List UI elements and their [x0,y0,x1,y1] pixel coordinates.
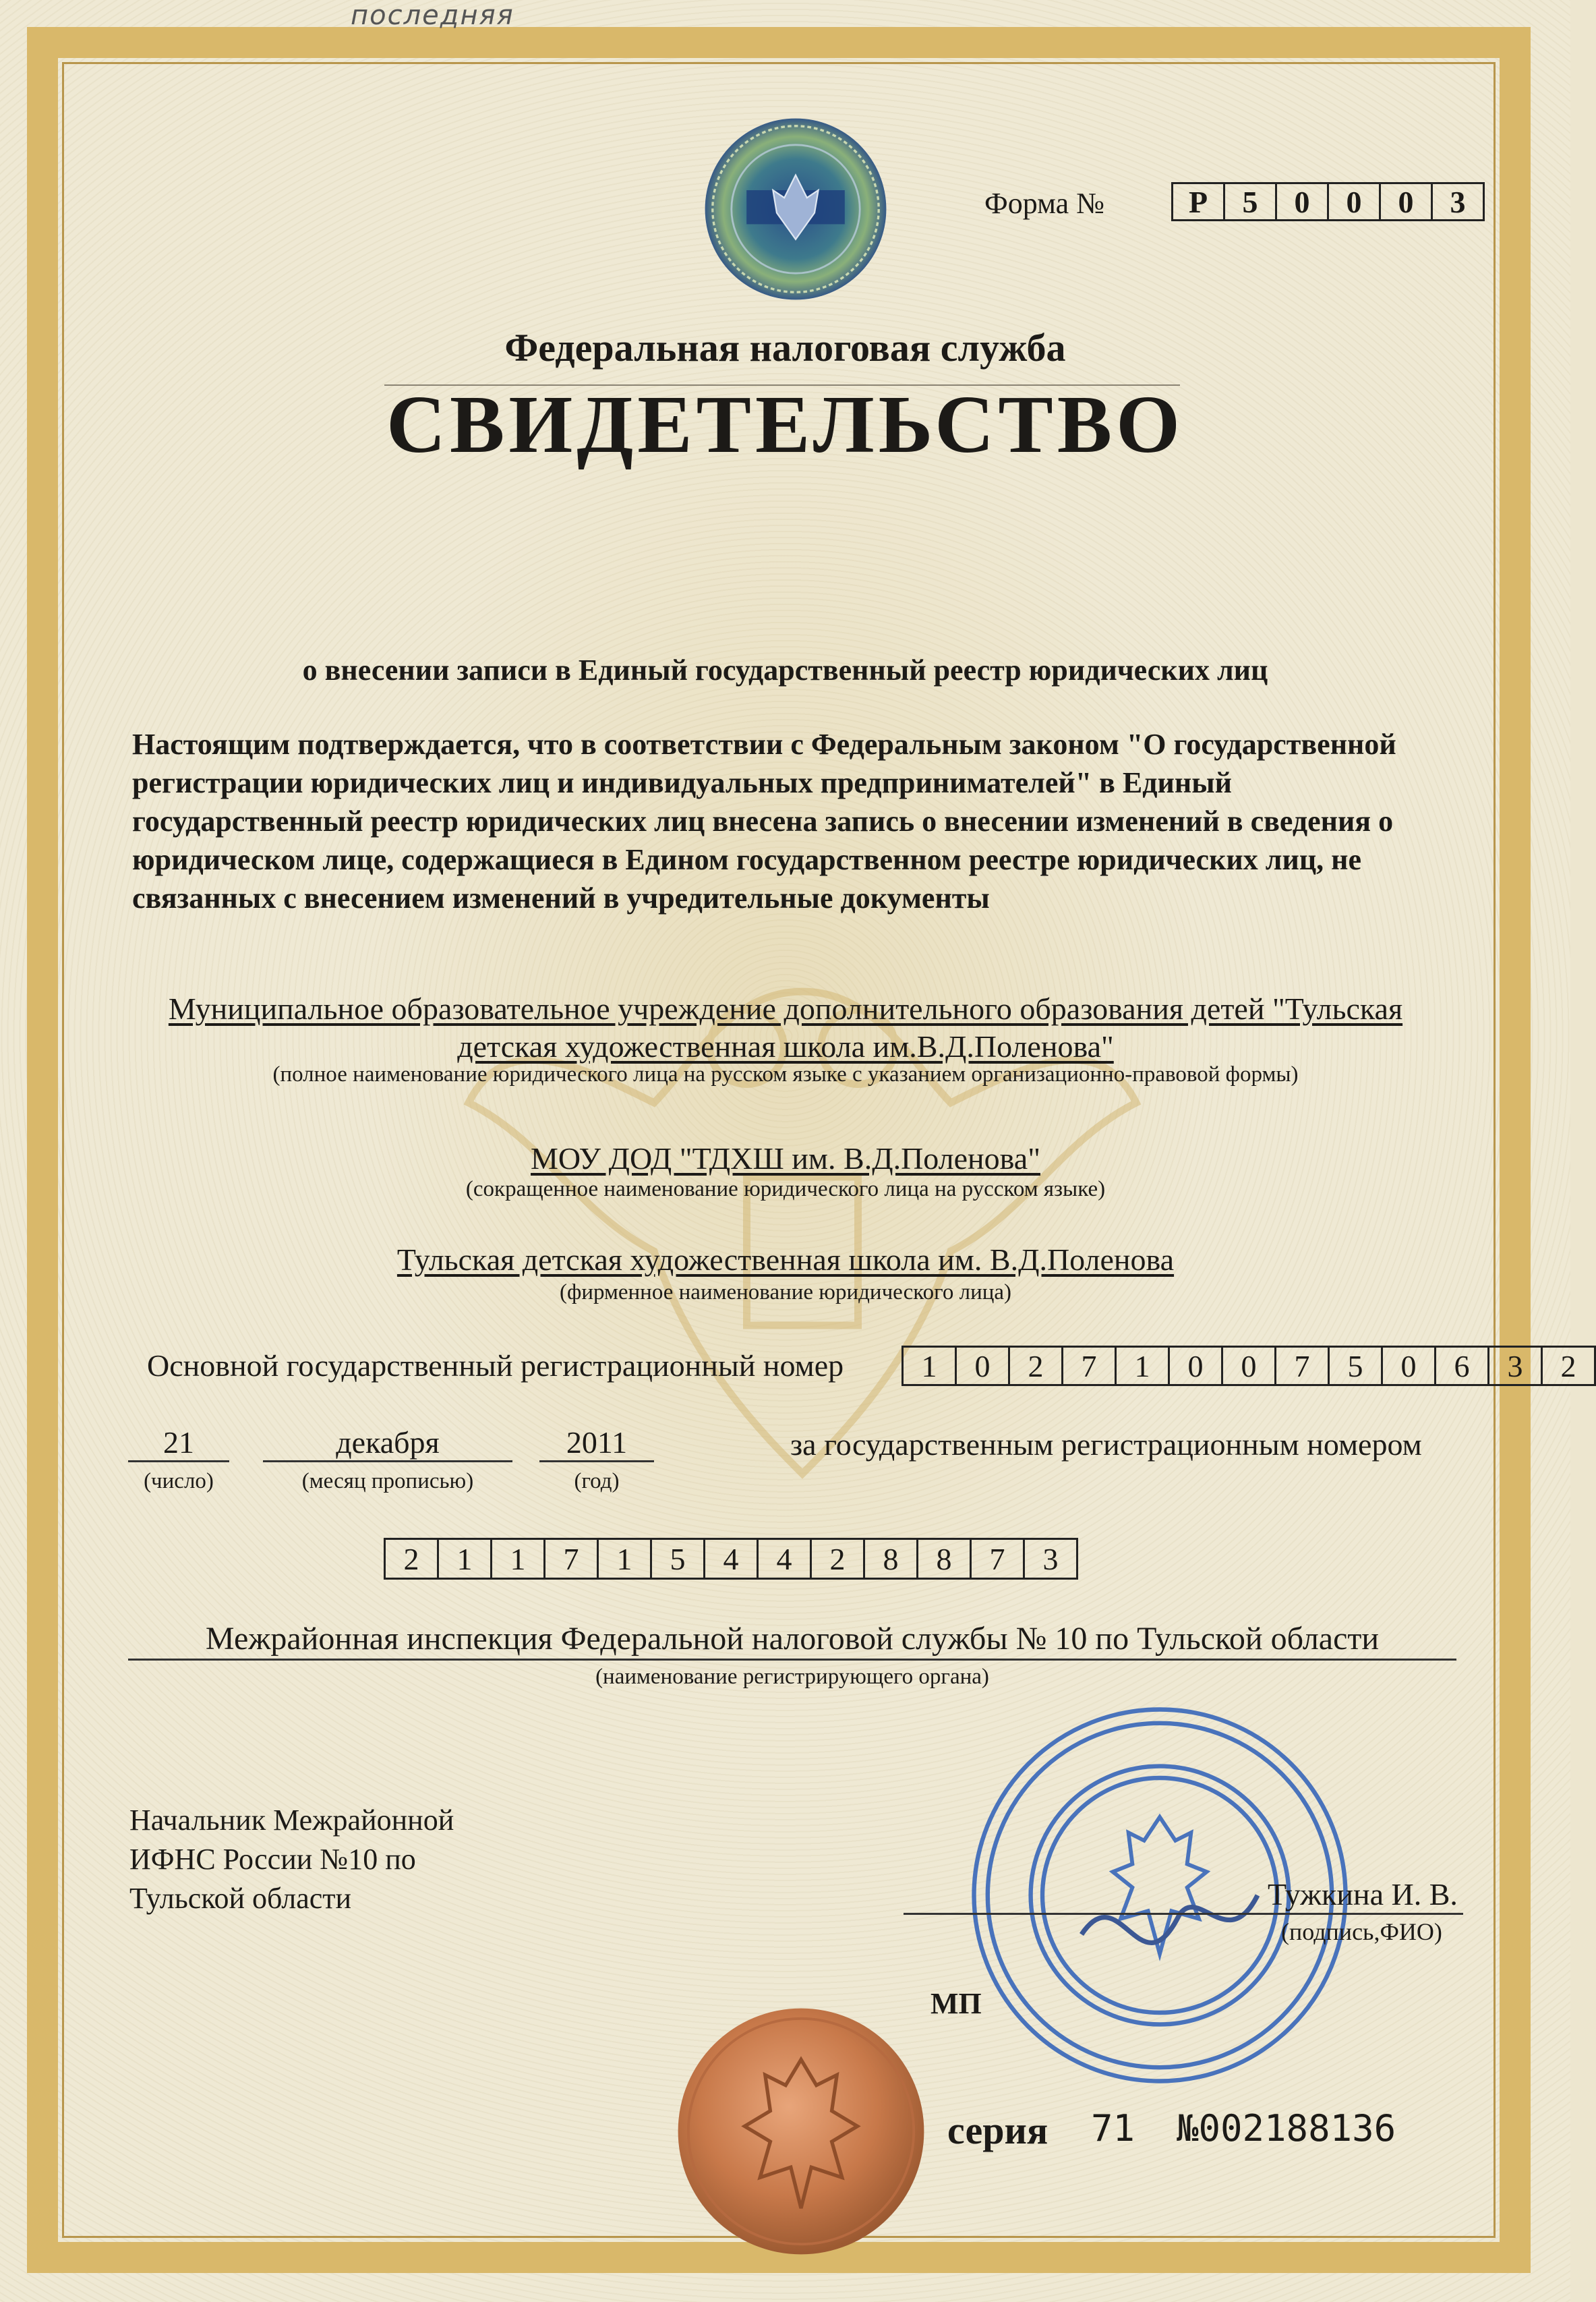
entity-firm-name [101,1241,1470,1279]
certificate-number: №002188136 [1177,2107,1396,2150]
digit-cell: 5 [1328,1346,1383,1386]
agency-name: Федеральная налоговая служба [504,326,1066,370]
digit-cell: 1 [902,1346,957,1386]
digit-cell: 2 [1541,1346,1596,1386]
digit-cell: 7 [1274,1346,1330,1386]
entity-short-name [101,1140,1470,1178]
date-year-caption: (год) [574,1469,620,1493]
series-label: серия [947,2108,1048,2152]
hologram-emblem-icon [701,115,890,304]
form-number-label: Форма № [984,187,1105,220]
grn-label: за государственным регистрационным номером [790,1427,1422,1462]
grn-digits [386,1538,1078,1580]
digit-cell: 7 [543,1538,599,1580]
signatory-position [129,1801,454,1918]
registering-authority: Межрайонная инспекция Федеральной налоговой службы № 10 по Тульской области [128,1620,1456,1661]
seal-place-label: МП [930,1987,982,2020]
digit-cell: 1 [1115,1346,1170,1386]
position-line: Тульской области [129,1882,352,1915]
digit-cell: 7 [1061,1346,1117,1386]
digit-cell: 2 [810,1538,865,1580]
embossed-seal-icon [673,2003,929,2260]
ogrn-digits [904,1346,1596,1386]
signature-line [904,1913,1463,1915]
statement-text: Настоящим подтверждается, что в соответствии с Федеральным законом "О государственной регистрации юридических лиц и индивидуальных предпринимателей" в Единый государственный реестр юридических лиц внесена запись о внесении изменений в сведения о юридическом лице, содержащиеся в Едином государственном реестре юридических лиц, не связанных с внесением изменений в учредительные документы [132,728,1396,915]
digit-cell: 8 [916,1538,972,1580]
full-name-line-2: детская художественная школа им.В.Д.Поленова" [457,1029,1114,1064]
short-name-caption: (сокращенное наименование юридического лица на русском языке) [465,1177,1106,1201]
digit-cell: 1 [437,1538,492,1580]
digit-cell: 0 [1221,1346,1276,1386]
date-month: декабря [263,1425,512,1462]
digit-cell: Р [1171,182,1225,221]
digit-cell: 5 [1223,182,1277,221]
date-day: 21 [128,1425,229,1462]
signatory-name: Тужкина И. В. [1268,1877,1458,1911]
digit-cell: 0 [955,1346,1010,1386]
digit-cell: 0 [1327,182,1381,221]
full-name-caption: (полное наименование юридического лица на русском языке с указанием организационно-правовой формы) [272,1062,1299,1087]
position-line: ИФНС России №10 по [129,1843,416,1876]
digit-cell: 2 [384,1538,439,1580]
document-subtitle: о внесении записи в Единый государственный реестр юридических лиц [302,654,1268,687]
digit-cell: 6 [1434,1346,1489,1386]
digit-cell: 1 [490,1538,545,1580]
digit-cell: 8 [863,1538,918,1580]
digit-cell: 4 [703,1538,759,1580]
digit-cell: 4 [757,1538,812,1580]
date-day-caption: (число) [144,1469,214,1493]
full-name-line-1: Муниципальное образовательное учреждение дополнительного образования детей "Тульская [168,991,1403,1026]
digit-cell: 0 [1379,182,1433,221]
digit-cell: 1 [597,1538,652,1580]
date-month-caption: (месяц прописью) [301,1469,474,1493]
form-number-digits [1173,182,1485,221]
firm-name-caption: (фирменное наименование юридического лица) [559,1280,1012,1304]
digit-cell: 2 [1008,1346,1063,1386]
firm-name-text: Тульская детская художественная школа им. В.Д.Поленова [396,1242,1175,1277]
digit-cell: 3 [1487,1346,1543,1386]
digit-cell: 7 [970,1538,1025,1580]
position-line: Начальник Межрайонной [129,1804,454,1837]
digit-cell: 0 [1168,1346,1223,1386]
handwritten-note: последняя [351,0,514,31]
date-year: 2011 [539,1425,654,1462]
digit-cell: 0 [1381,1346,1436,1386]
ogrn-label: Основной государственный регистрационный номер [147,1348,844,1383]
authority-caption: (наименование регистрирующего органа) [595,1665,989,1689]
entity-full-name [101,990,1470,1066]
short-name-text: МОУ ДОД "ТДХШ им. В.Д.Поленова" [531,1141,1040,1176]
document-title: СВИДЕТЕЛЬСТВО [386,379,1185,470]
digit-cell: 0 [1275,182,1329,221]
signature-caption: (подпись,ФИО) [1281,1918,1442,1945]
digit-cell: 3 [1023,1538,1078,1580]
series-value: 71 [1091,2107,1135,2150]
digit-cell: 5 [650,1538,705,1580]
digit-cell: 3 [1431,182,1485,221]
